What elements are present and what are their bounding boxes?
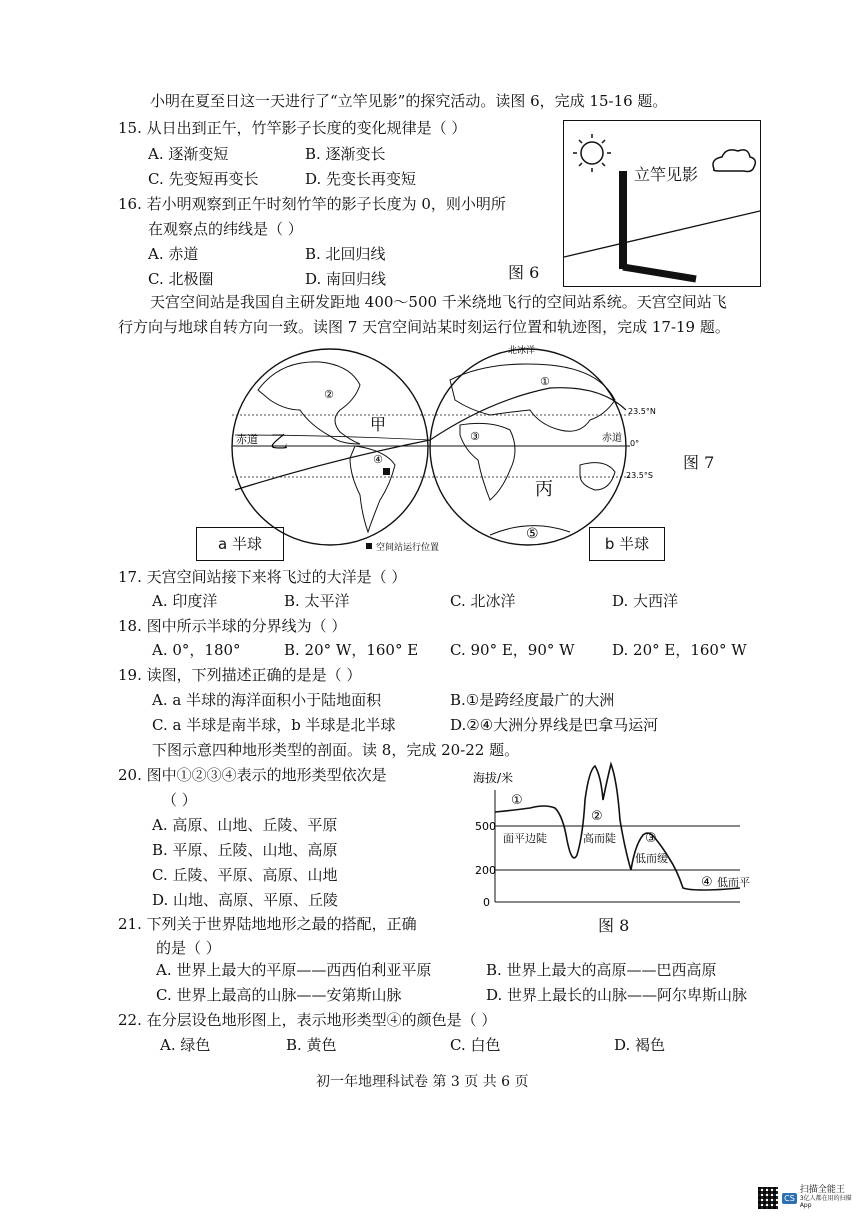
label-bing: 丙	[535, 479, 553, 500]
q22-option-a: A. 绿色	[160, 1036, 211, 1054]
qr-code-icon	[758, 1187, 778, 1209]
fig8-y500: 500	[475, 820, 496, 833]
label-4: ④	[373, 453, 383, 466]
q17-option-d: D. 大西洋	[612, 592, 679, 610]
fig8-desc-1: 面平边陡	[503, 832, 547, 845]
figure-8-caption: 图 8	[598, 916, 630, 935]
q16-option-b: B. 北回归线	[305, 245, 386, 263]
label-1-b: ①	[540, 375, 550, 388]
q17-option-a: A. 印度洋	[152, 592, 218, 610]
space-station-position	[383, 468, 390, 475]
q21-stem-line1: 21. 下列关于世界陆地地形之最的搭配，正确	[118, 915, 417, 933]
q20-stem-line1: 20. 图中①②③④表示的地形类型依次是	[118, 766, 387, 784]
label-lat-23-5n: 23.5°N	[628, 407, 656, 416]
q15-option-a: A. 逐渐变短	[148, 145, 229, 163]
ground-line	[564, 211, 760, 257]
q15-option-c: C. 先变短再变长	[148, 170, 259, 188]
fig8-profile-line	[495, 764, 740, 890]
fig8-label-4: ④	[701, 875, 713, 890]
scanner-watermark	[758, 1182, 858, 1214]
label-1-a: ②	[324, 388, 334, 401]
label-equator-right: 赤道	[602, 433, 622, 444]
label-5: ⑤	[526, 526, 539, 542]
label-3: ③	[470, 430, 480, 443]
q18-stem: 18. 图中所示半球的分界线为（ ）	[118, 617, 347, 635]
q21-stem-line2: 的是（ ）	[156, 939, 221, 957]
q16-option-d: D. 南回归线	[305, 270, 387, 288]
label-yi: 乙	[270, 432, 288, 453]
fig8-label-3: ③	[645, 831, 657, 846]
page-footer: 初一年地理科试卷 第 3 页 共 6 页	[316, 1074, 529, 1090]
q18-option-a: A. 0°，180°	[152, 641, 241, 659]
figure-6-diagram	[564, 121, 760, 286]
fig8-y200: 200	[475, 864, 496, 877]
intro-15-16: 小明在夏至日这一天进行了“立竿见影”的探究活动。读图 6，完成 15-16 题。	[150, 92, 668, 110]
q20-option-b: B. 平原、丘陵、山地、高原	[152, 841, 338, 859]
q17-option-b: B. 太平洋	[284, 592, 350, 610]
q22-option-d: D. 褐色	[614, 1036, 666, 1054]
q21-option-c: C. 世界上最高的山脉——安第斯山脉	[156, 986, 402, 1004]
sun-icon	[573, 134, 611, 172]
stamp-sub: 3亿人都在用的扫描App	[799, 1195, 852, 1209]
q16-option-c: C. 北极圈	[148, 270, 214, 288]
fig8-y0: 0	[483, 896, 490, 909]
cloud-icon	[713, 150, 755, 172]
q15-stem: 15. 从日出到正午，竹竿影子长度的变化规律是（ ）	[118, 119, 467, 137]
hemisphere-a-label: a 半球	[196, 527, 284, 561]
australia-shape	[580, 463, 615, 490]
q19-option-d: D.②④大洲分界线是巴拿马运河	[450, 716, 659, 734]
intro-17-19-line2: 行方向与地球自转方向一致。读图 7 天宫空间站某时刻运行位置和轨迹图，完成 17-19 题。	[118, 318, 730, 336]
q16-option-a: A. 赤道	[148, 245, 199, 263]
q17-stem: 17. 天宫空间站接下来将飞过的大洋是（ ）	[118, 568, 407, 586]
q15-option-b: B. 逐渐变长	[305, 145, 386, 163]
hemisphere-b-outline	[430, 349, 626, 545]
africa-shape	[460, 423, 515, 500]
fig8-desc-4: 低而平	[717, 876, 750, 889]
q20-stem-line2: （ ）	[162, 791, 197, 809]
camscanner-logo: CS	[784, 1193, 795, 1203]
q18-option-d: D. 20° E，160° W	[612, 641, 747, 659]
intro-17-19-line1: 天宫空间站是我国自主研发距地 400～500 千米绕地飞行的空间站系统。天宫空间站飞	[150, 293, 727, 311]
fig8-label-2: ②	[591, 809, 603, 824]
label-lat-0: 0°	[630, 439, 640, 448]
q21-option-a: A. 世界上最大的平原——西西伯利亚平原	[156, 961, 432, 979]
q22-stem: 22. 在分层设色地形图上，表示地形类型④的颜色是（ ）	[118, 1011, 497, 1029]
stamp-name: 扫描全能王	[799, 1185, 845, 1196]
q19-option-c: C. a 半球是南半球，b 半球是北半球	[152, 716, 396, 734]
q21-option-b: B. 世界上最大的高原——巴西高原	[486, 961, 717, 979]
fig8-ylabel: 海拔/米	[473, 771, 514, 785]
fig8-desc-3: 低而缓	[635, 852, 668, 865]
q19-option-b: B.①是跨经度最广的大洲	[450, 691, 615, 709]
fig8-label-1: ①	[511, 793, 523, 808]
figure-6-caption: 图 6	[508, 263, 540, 282]
q20-option-c: C. 丘陵、平原、高原、山地	[152, 866, 338, 884]
q16-stem-line2: 在观察点的纬线是（ ）	[148, 220, 303, 238]
q20-option-d: D. 山地、高原、平原、丘陵	[152, 891, 339, 909]
label-arctic-ocean: 北冰洋	[508, 346, 536, 356]
hemisphere-b-label: b 半球	[589, 527, 665, 561]
fig8-desc-2: 高而陡	[583, 832, 616, 845]
q21-option-d: D. 世界上最长的山脉——阿尔卑斯山脉	[486, 986, 748, 1004]
q20-option-a: A. 高原、山地、丘陵、平原	[152, 816, 338, 834]
q15-option-d: D. 先变长再变短	[305, 170, 417, 188]
q18-option-c: C. 90° E，90° W	[450, 641, 575, 659]
label-jia: 甲	[370, 415, 387, 434]
legend-station-position: 空间站运行位置	[376, 543, 440, 553]
q19-option-a: A. a 半球的海洋面积小于陆地面积	[152, 691, 382, 709]
q22-option-b: B. 黄色	[286, 1036, 337, 1054]
eurasia-shape	[450, 364, 615, 431]
figure-6-frame	[563, 120, 761, 287]
label-lat-23-5s: 23.5°S	[626, 471, 653, 480]
q16-stem-line1: 16. 若小明观察到正午时刻竹竿的影子长度为 0，则小明所	[118, 195, 506, 213]
figure-6-title: 立竿见影	[634, 165, 699, 184]
q22-option-c: C. 白色	[450, 1036, 501, 1054]
q19-stem: 19. 读图，下列描述正确的是是（ ）	[118, 666, 362, 684]
label-equator-left: 赤道	[236, 433, 258, 446]
q18-option-b: B. 20° W，160° E	[284, 641, 419, 659]
q17-option-c: C. 北冰洋	[450, 592, 516, 610]
bamboo-pole	[619, 171, 627, 269]
intro-20-22: 下图示意四种地形类型的剖面。读 8，完成 20-22 题。	[152, 741, 520, 759]
figure-8-terrain-profile	[455, 760, 755, 920]
pole-shadow	[623, 267, 696, 279]
figure-7-caption: 图 7	[683, 453, 715, 472]
